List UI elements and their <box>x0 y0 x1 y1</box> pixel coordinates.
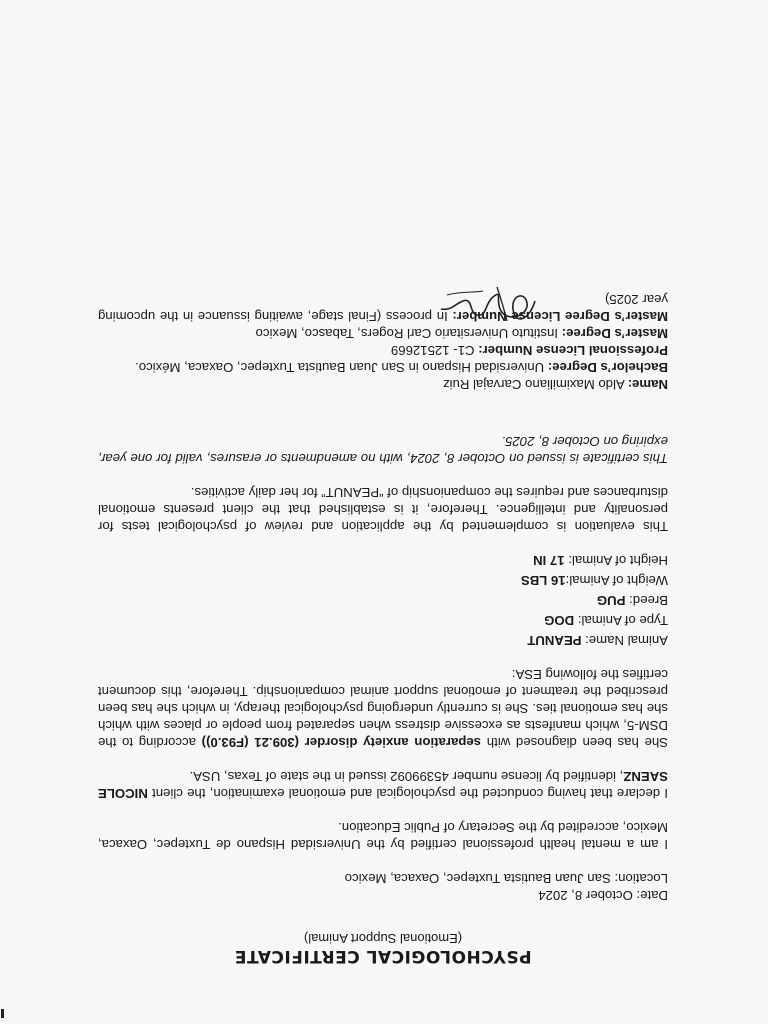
intro-paragraph: I am a mental health professional certified by the Universidad Hispano de Tuxtepec, Oaxaca, Mexico, accredited by the Secretary of Public Education. <box>98 820 668 852</box>
professional-license-value: C1- 12512669 <box>390 343 479 358</box>
professional-license-label: Professional License Number: <box>478 343 668 358</box>
bachelor-degree-label: Bachelor’s Degree: <box>547 360 668 375</box>
animal-weight-value: 16 LBS <box>520 573 566 588</box>
master-license-label: Master’s Degree License Number: <box>452 309 668 324</box>
issue-date: Date: October 8, 2024 <box>538 888 668 903</box>
master-degree-value: Instituto Universitario Carl Rogers, Tabasco, Mexico <box>255 326 562 341</box>
professional-name-value: Aldo Maximiliano Carvajal Ruiz <box>442 377 628 392</box>
validity-paragraph: This certificate is issued on October 8, 2024, with no amendments or erasures, valid for one year, expiring on October 8, 2025. <box>98 434 668 466</box>
professional-name-row <box>98 376 668 393</box>
certificate-title: PSYCHOLOGICAL CERTIFICATE <box>234 946 532 966</box>
animal-breed-value: PUG <box>596 593 626 608</box>
credentials-block <box>98 291 668 393</box>
bachelor-degree-row <box>98 359 668 376</box>
animal-weight-label: Weight of Animal: <box>565 573 668 588</box>
animal-name-value: PEANUT <box>527 633 582 648</box>
professional-name-label: Name: <box>627 377 668 392</box>
animal-height-label: Height of Animal: <box>564 553 668 568</box>
certificate-body <box>98 291 668 964</box>
animal-type-value: DOG <box>544 613 575 628</box>
animal-weight-row <box>98 572 668 589</box>
animal-height-row <box>98 552 668 569</box>
animal-details <box>98 552 668 649</box>
diagnosis-text-start: She has been diagnosed with <box>481 735 668 750</box>
handwritten-signature <box>433 283 543 331</box>
animal-name-row <box>98 632 668 649</box>
certificate-subtitle: (Emotional Support Animal) <box>303 931 463 946</box>
animal-breed-label: Breed: <box>625 593 668 608</box>
scan-speck <box>1 1009 4 1018</box>
animal-breed-row <box>98 592 668 609</box>
bachelor-degree-value: Universidad Hispano in San Juan Bautista Tuxtepec, Oaxaca, México. <box>135 360 548 375</box>
diagnosis-text-end: according to the DSM-5, which manifests as excessive distress when separated from people or places with which she has emotional ties. She is currently undergoing psychological therapy, in which she has been prescribed the treatment of emotional support animal companionship. Therefore, this document certifies the following ESA: <box>98 667 668 750</box>
animal-height-value: 17 IN <box>533 553 565 568</box>
animal-type-row <box>98 612 668 629</box>
master-license-row <box>98 291 668 325</box>
master-degree-label: Master’s Degree: <box>561 326 668 341</box>
diagnosis-paragraph <box>98 666 668 751</box>
animal-name-label: Animal Name: <box>581 633 668 648</box>
master-license-value: In process (Final stage, awaiting issuance in the upcoming year 2025) <box>98 292 668 324</box>
declaration-text-start: I declare that having conducted the psychological and emotional examination, the client <box>147 786 668 801</box>
evaluation-paragraph: This evaluation is complemented by the application and review of psychological tests for personality and intelligence. Therefore, it is established that the client presents emotional disturbances and requires the companionship of “PEANUT” for her daily activities. <box>98 485 668 534</box>
diagnosis-name: separation anxiety disorder (309.21 (F93.0)) <box>201 735 482 750</box>
professional-license-row <box>98 342 668 359</box>
declaration-text-end: , identified by license number 45399092 issued in the state of Texas, USA. <box>189 769 624 784</box>
declaration-paragraph <box>98 768 668 802</box>
issue-location: Location: San Juan Bautista Tuxtepec, Oaxaca, Mexico <box>344 871 668 886</box>
animal-type-label: Type of Animal: <box>574 613 668 628</box>
client-name: NICOLE SAENZ <box>98 769 668 801</box>
master-degree-row <box>98 325 668 342</box>
